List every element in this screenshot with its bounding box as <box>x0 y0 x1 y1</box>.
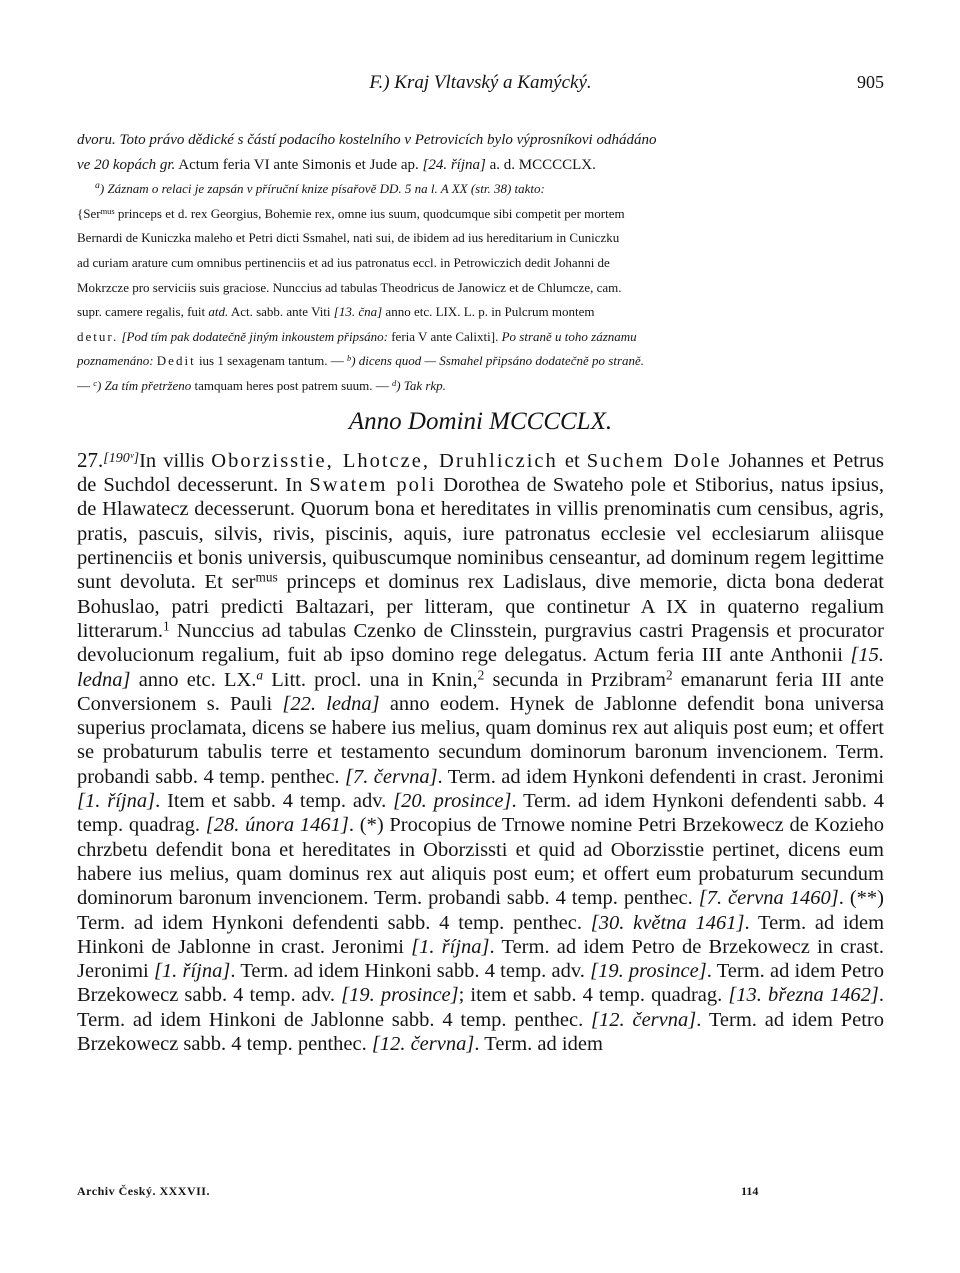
note-text: dvoru. Toto právo dědické s částí podacího kostelního v Petrovicích bylo výprosníkovi odhádáno <box>77 132 657 148</box>
place-names: Oborzisstie, Lhotcze, Druhliczich <box>211 449 558 472</box>
note-text: Act. sabb. ante Viti <box>228 304 334 320</box>
date-bracket: [13. čna] <box>333 304 383 320</box>
date-bracket: [20. prosince] <box>393 790 512 813</box>
note-text: Ser <box>83 205 101 221</box>
body-text: Litt. procl. una in Knin, <box>263 668 478 691</box>
date-bracket: [24. října] <box>422 156 486 173</box>
note-line <box>77 374 884 399</box>
footnote-ref: 2 <box>477 666 485 682</box>
note-text: poznamenáno: <box>77 353 154 369</box>
note-text: feria V ante Calixti]. <box>387 328 502 344</box>
note-text: a. d. MCCCCLX. <box>485 156 596 173</box>
body-text: . Term. ad idem <box>474 1033 603 1056</box>
footnote-ref: 1 <box>162 618 170 634</box>
running-head <box>77 72 884 98</box>
note-text: tamquam heres post patrem suum. — <box>191 377 392 393</box>
body-text: secunda in Przibram <box>484 668 666 691</box>
body-text: . Term. ad idem Hinkoni de Jablonne in crast. Jeronimi <box>77 911 885 958</box>
note-text: ) Za tím přetrženo <box>97 377 192 393</box>
body-text: . Term. ad idem Hynkoni defendenti sabb. 4 temp. quadrag. <box>77 790 884 837</box>
note-text: princeps et d. rex Georgius, Bohemie rex, omne ius suum, quodcumque sibi competit per mortem <box>114 205 625 221</box>
date-bracket: [1. října] <box>411 935 490 958</box>
body-text: . Item et sabb. 4 temp. adv. <box>155 790 394 813</box>
entry-body <box>77 447 884 1056</box>
page-footer <box>77 1184 884 1202</box>
body-text: . Term. ad idem Petro de Brzekowecz in crast. Jeronimi <box>77 935 884 983</box>
date-bracket: [7. června] <box>345 765 438 788</box>
footnotes-block <box>77 128 884 399</box>
note-text: Mokrzcze pro serviciis suis graciose. Nunccius ad tabulas Theodricus de Janowicz et de Chlumcze, cam. <box>77 279 622 295</box>
footnote-marker: c <box>93 377 97 388</box>
date-bracket: [1. října] <box>77 790 156 813</box>
date-bracket: [1. října] <box>153 960 231 983</box>
note-line <box>77 276 884 301</box>
note-text: anno etc. LIX. L. p. in Pulcrum montem <box>382 304 595 320</box>
footnote-marker: a <box>95 180 100 192</box>
note-line <box>77 128 884 153</box>
body-text: . Term. ad idem Hynkoni defendenti in crast. Jeronimi <box>437 765 884 788</box>
date-bracket: [28. února 1461] <box>205 814 349 837</box>
note-line <box>77 226 884 251</box>
date-bracket: [7. června 1460] <box>698 887 839 910</box>
signature-mark: Archiv Český. XXXVII. <box>77 1184 210 1198</box>
note-text: ) dicens quod — Ssmahel <box>351 353 486 369</box>
note-text: detur. <box>77 328 119 344</box>
date-bracket: [12. června] <box>591 1008 697 1031</box>
date-bracket: [30. května 1461] <box>590 911 745 934</box>
note-text: Dedit <box>156 353 196 369</box>
body-text: emanarunt feria III ante Conversionem s. Pauli <box>77 668 884 715</box>
note-text: atd. <box>208 304 229 320</box>
date-bracket: [22. ledna] <box>282 692 380 715</box>
body-text: . Term. ad idem Petro Brzekowecz sabb. 4 temp. adv. <box>77 960 885 1007</box>
note-text: ius 1 sexagenam tantum. — <box>195 353 347 369</box>
body-text: . (**) Term. ad idem Hynkoni defendenti sabb. 4 temp. penthec. <box>77 887 884 934</box>
entry-paragraph <box>77 447 884 1056</box>
note-line <box>77 300 884 325</box>
superscript: mus <box>255 569 278 585</box>
body-text: anno eodem. Hynek de Jablonne defendit bona universa superius proclamata, dicens se habere ius melius, quam dominus rex aut aliquis post eum; et offert se probaturum tabulis terre et testamento secundum dominorum baronum invencionem. Term. probandi sabb. 4 temp. penthec. <box>77 692 885 788</box>
date-bracket: [19. prosince] <box>590 960 707 983</box>
body-text: ; item et sabb. 4 temp. quadrag. <box>458 984 729 1007</box>
note-line <box>77 251 884 276</box>
note-text: ve 20 kopách gr. <box>77 156 176 173</box>
page-number: 905 <box>857 72 884 92</box>
body-text: Nunccius ad tabulas Czenko de Clinsstein, purgravius castri Pragensis et procurator devolucionum regalium, fuit ab ipso domino rege delegatus. Actum feria III ante Anthonii <box>77 619 884 667</box>
place-name: Suchem Dole <box>586 449 722 472</box>
date-bracket: [15. ledna] <box>77 644 884 691</box>
note-line <box>77 153 884 178</box>
body-text: Dorothea de Swateho pole et Stiborius, natus ipsius, de Hlawatecz decesserunt. Quorum bona et hereditates in villis prenominatis cum censibus, agris, pratis, pascuis, silvis, rivis, piscinis, aquis, iure patronatus ecclesie vel ecclesiarum aliisque pertinenciis et bonis universis, quibuscumque nominibus censeantur, ad dominum regem legittime sunt devoluta. Et ser <box>77 474 884 594</box>
place-name: Swatem poli <box>309 474 437 497</box>
body-text: . Term. ad idem Hinkoni sabb. 4 temp. adv. <box>230 960 591 983</box>
note-text: supr. camere regalis, fuit <box>77 304 209 320</box>
note-line <box>77 325 884 350</box>
footnote-marker: d <box>392 377 397 388</box>
body-text: . Term. ad idem Petro Brzekowecz sabb. 4 temp. penthec. <box>77 1008 884 1056</box>
note-text: — <box>77 377 94 393</box>
body-text: anno etc. LX. <box>130 668 257 691</box>
note-text: ) Tak rkp. <box>396 377 446 393</box>
date-bracket: [13. března 1462] <box>728 984 879 1007</box>
body-text: et <box>557 449 587 472</box>
date-bracket: [12. června] <box>371 1033 475 1056</box>
footnote-ref: a <box>256 666 264 682</box>
body-text: . Term. ad idem Hinkoni de Jablonne sabb. 4 temp. penthec. <box>77 984 884 1031</box>
note-line <box>77 202 884 227</box>
folio-reference: [190ᵛ] <box>103 451 140 466</box>
note-text: [Pod tím pak dodatečně jiným inkoustem připsáno: <box>118 328 388 344</box>
superscript: mus <box>100 205 115 216</box>
note-text: ad curiam arature cum omnibus pertinenciis et ad ius patronatus eccl. in Petrowiczich dedit Johanni de <box>77 254 610 270</box>
note-a <box>77 177 884 202</box>
note-text: Bernardi de Kuniczka maleho et Petri dicti Ssmahel, nati sui, de ibidem ad ius hereditarium in Cuniczku <box>77 230 620 246</box>
footnote-ref: 2 <box>665 666 673 682</box>
note-text: ) Záznam o relaci je zapsán v příruční knize písařově DD. 5 na l. A XX (str. 38) takto: <box>99 181 545 197</box>
body-text: . (*) Procopius de Trnowe nomine Petri Brzekowecz de Kozieho chrzbetu defendit bona et hereditates in Oborzissti et quid ad Oborzisstie pertinet, dicens eum habere ius melius, quam dominus rex aut aliquis post eum; et offert eum probaturum secundum dominorum baronum invencionem. Term. probandi sabb. 4 temp. penthec. <box>77 814 885 910</box>
note-line <box>77 349 884 374</box>
entry-number: 27. <box>77 447 104 472</box>
footnote-marker: b <box>346 353 352 364</box>
body-text: In villis <box>139 449 212 472</box>
date-bracket: [19. prosince] <box>341 984 459 1007</box>
note-text: Actum feria VI ante Simonis et Jude ap. <box>175 156 423 173</box>
body-text: princeps et dominus rex Ladislaus, dive memorie, dicta bona dederat Bohuslao, patri predicti Baltazari, per litteram, que continetur A IX in quaterno regalium litterarum. <box>77 571 884 642</box>
year-heading: Anno Domini MCCCCLX. <box>348 408 613 435</box>
note-text: Po straně u toho záznamu <box>501 328 637 344</box>
brace-glyph: { <box>77 205 84 221</box>
note-text: připsáno dodatečně po straně. <box>485 353 645 369</box>
running-title: F.) Kraj Vltavský a Kamýcký. <box>369 72 592 93</box>
body-text: Johannes et Petrus de Suchdol decesserunt. In <box>77 449 885 497</box>
sheet-number: 114 <box>741 1184 759 1198</box>
